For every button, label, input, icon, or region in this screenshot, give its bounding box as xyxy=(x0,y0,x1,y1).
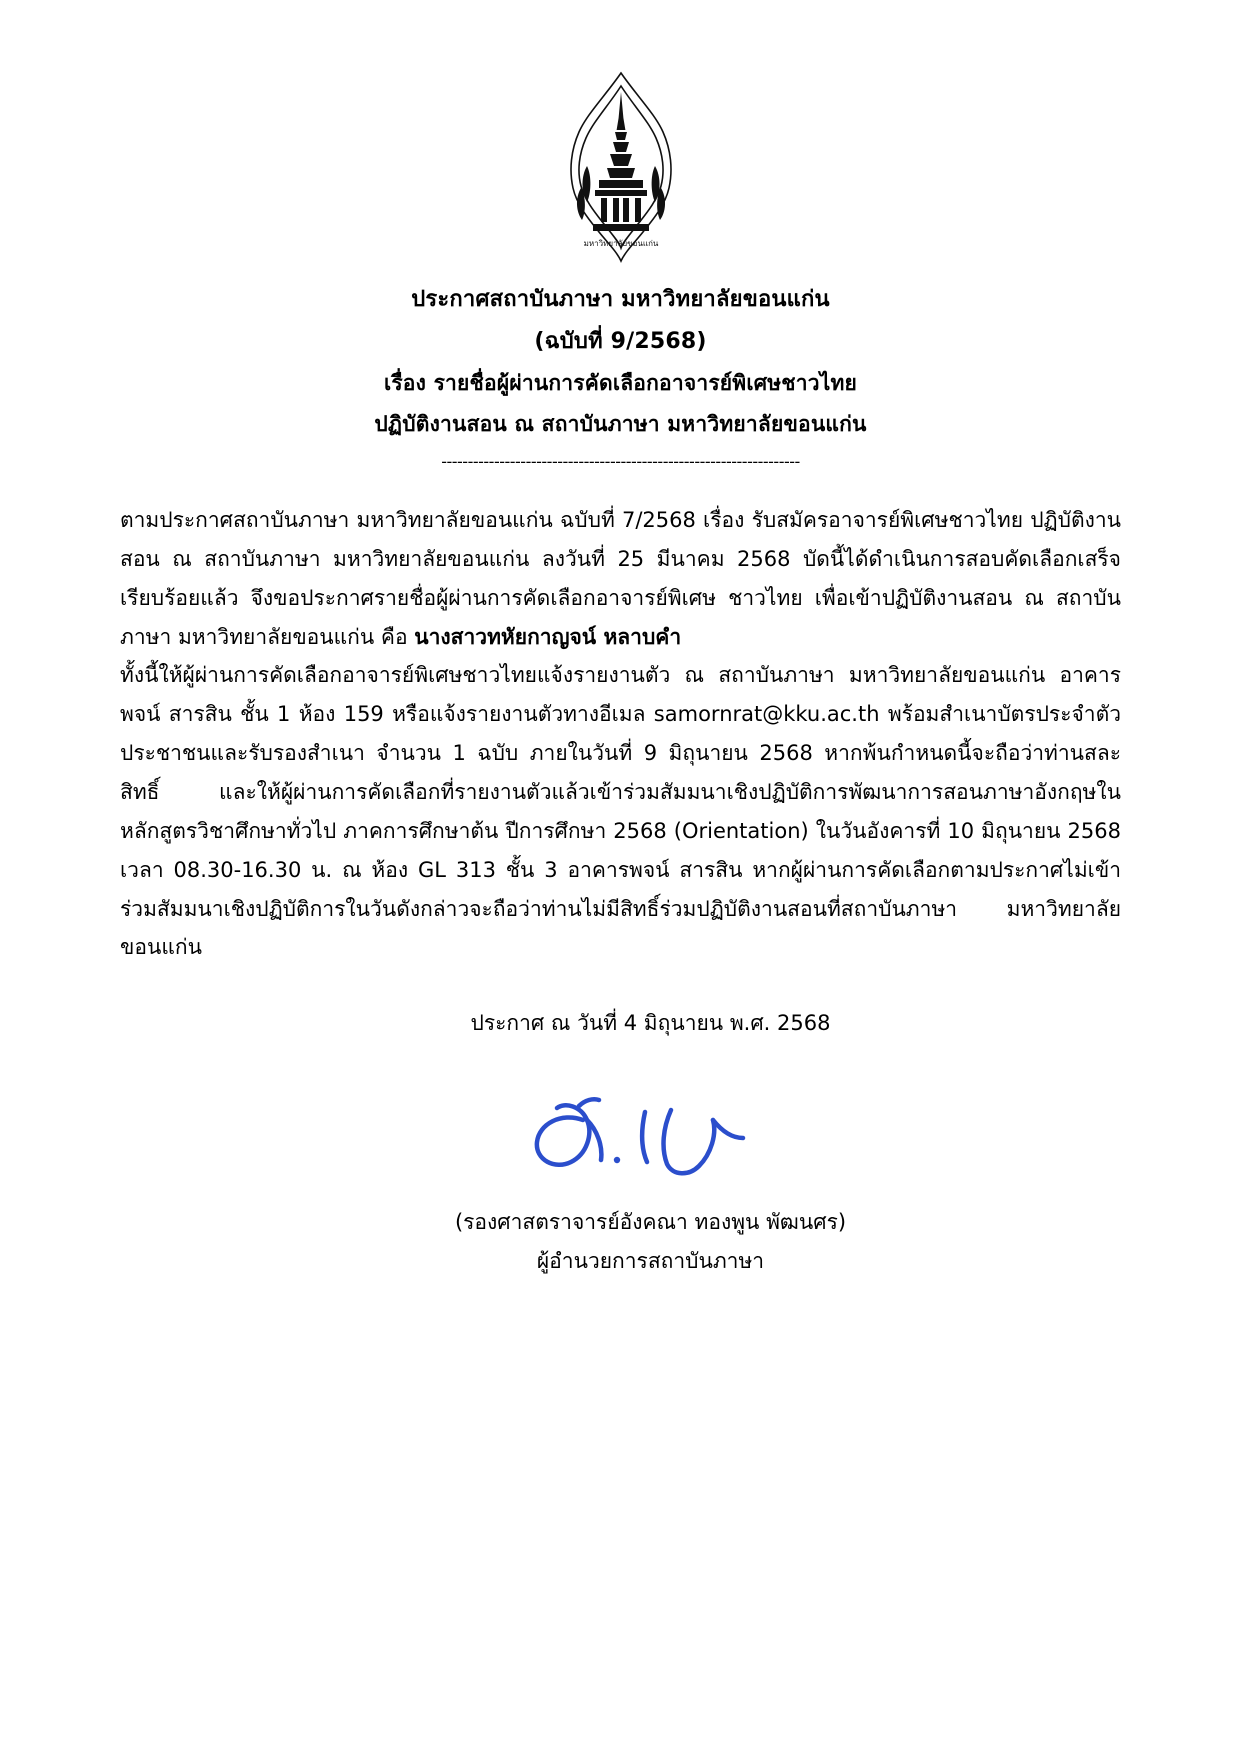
signatory-name: (รองศาสตราจารย์อังคณา ทองพูน พัฒนศร) xyxy=(454,1210,847,1235)
heading-line-4: ปฏิบัติงานสอน ณ สถาบันภาษา มหาวิทยาลัยขอนแก่น xyxy=(374,411,867,436)
document-heading xyxy=(120,283,1121,475)
signatory-title: ผู้อำนวยการสถาบันภาษา xyxy=(536,1249,765,1274)
heading-line-3: เรื่อง รายชื่อผู้ผ่านการคัดเลือกอาจารย์พิเศษชาวไทย xyxy=(383,371,858,396)
selected-candidate-name: นางสาวทหัยกาญจน์ หลาบคำ xyxy=(414,624,682,649)
khon-kaen-university-seal-icon xyxy=(551,70,691,265)
heading-line-2: (ฉบับที่ 9/2568) xyxy=(534,329,707,355)
logo-caption: มหาวิทยาลัยขอนแก่น xyxy=(583,239,658,248)
document-body xyxy=(120,501,1121,967)
body-paragraph-1 xyxy=(120,501,1121,656)
body-paragraph-2: ทั้งนี้ให้ผู้ผ่านการคัดเลือกอาจารย์พิเศษชาวไทยแจ้งรายงานตัว ณ สถาบันภาษา มหาวิทยาลัยขอนแก่น อาคารพจน์ สารสิน ชั้น 1 ห้อง 159 หรือแจ้งรายงานตัวทางอีเมล samornrat@kku.ac.th พร้อมสำเนาบัตรประจำตัวประชาชนและรับรองสำเนา จำนวน 1 ฉบับ ภายในวันที่ 9 มิถุนายน 2568 หากพ้นกำหนดนี้จะถือว่าท่านสละสิทธิ์ และให้ผู้ผ่านการคัดเลือกที่รายงานตัวแล้วเข้าร่วมสัมมนาเชิงปฏิบัติการพัฒนาการสอนภาษาอังกฤษในหลักสูตรวิชาศึกษาทั่วไป ภาคการศึกษาต้น ปีการศึกษา 2568 (Orientation) ในวันอังคารที่ 10 มิถุนายน 2568 เวลา 08.30-16.30 น. ณ ห้อง GL 313 ชั้น 3 อาคารพจน์ สารสิน หากผู้ผ่านการคัดเลือกตามประกาศไม่เข้าร่วมสัมมนาเชิงปฏิบัติการในวันดังกล่าวจะถือว่าท่านไม่มีสิทธิ์ร่วมปฏิบัติงานสอนที่สถาบันภาษา มหาวิทยาลัยขอนแก่น xyxy=(120,663,1121,960)
announcement-date: ประกาศ ณ วันที่ 4 มิถุนายน พ.ศ. 2568 xyxy=(470,1011,831,1036)
body-paragraph-1-text: ตามประกาศสถาบันภาษา มหาวิทยาลัยขอนแก่น ฉบับที่ 7/2568 เรื่อง รับสมัครอาจารย์พิเศษชาวไทย ปฏิบัติงานสอน ณ สถาบันภาษา มหาวิทยาลัยขอนแก่น ลงวันที่ 25 มีนาคม 2568 บัดนี้ได้ดำเนินการสอบคัดเลือกเสร็จเรียบร้อยแล้ว จึงขอประกาศรายชื่อผู้ผ่านการคัดเลือกอาจารย์พิเศษ ชาวไทย เพื่อเข้าปฏิบัติงานสอน ณ สถาบันภาษา มหาวิทยาลัยขอนแก่น คือ xyxy=(120,508,1121,649)
handwritten-signature-icon xyxy=(521,1090,781,1200)
logo-container xyxy=(120,70,1121,265)
heading-line-1: ประกาศสถาบันภาษา มหาวิทยาลัยขอนแก่น xyxy=(411,287,830,312)
heading-divider: -------------------------------------------------------------------- xyxy=(441,452,800,472)
signature-block xyxy=(120,1090,1121,1278)
